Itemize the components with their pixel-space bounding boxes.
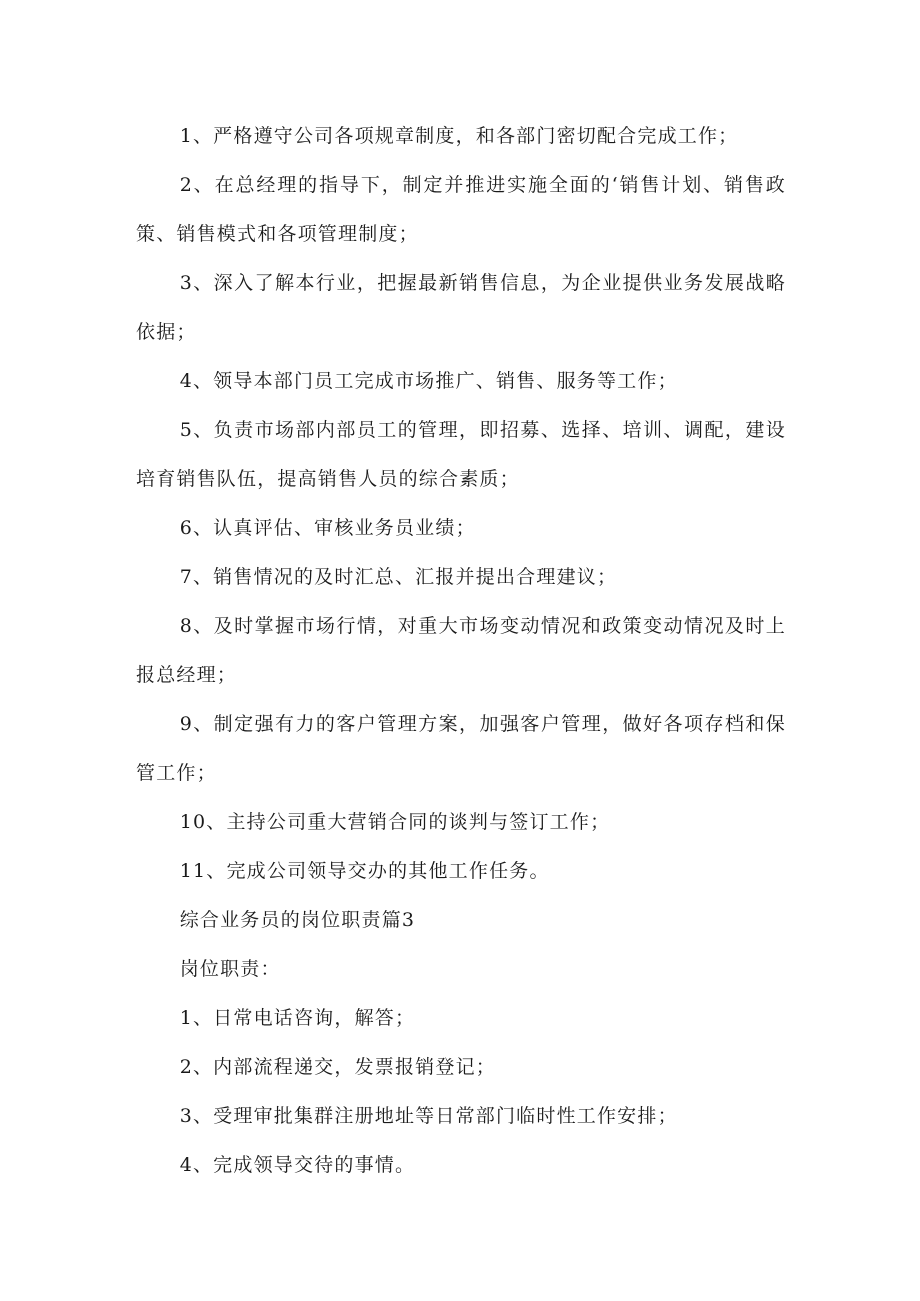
paragraph-duty-2: 2、在总经理的指导下，制定并推进实施全面的‘销售计划、销售政策、销售模式和各项管理制度； [136,174,786,245]
paragraph-post-duty-3: 3、受理审批集群注册地址等日常部门临时性工作安排； [179,1105,678,1127]
paragraph-duty-5: 5、负责市场部内部员工的管理，即招募、选择、培训、调配，建设培育销售队伍，提高销售人员的综合素质； [136,419,786,490]
paragraph-duty-6: 6、认真评估、审核业务员业绩； [179,517,476,539]
paragraph-post-duty-1: 1、日常电话咨询，解答； [179,1007,416,1029]
paragraph-duty-8: 8、及时掌握市场行情，对重大市场变动情况和政策变动情况及时上报总经理； [136,615,786,686]
paragraph-duty-10: 10、主持公司重大营销合同的谈判与签订工作； [179,811,611,833]
subsection-heading: 岗位职责： [179,958,281,980]
section-heading: 综合业务员的岗位职责篇3 [179,909,416,931]
document-body [136,112,786,1190]
paragraph-duty-9: 9、制定强有力的客户管理方案，加强客户管理，做好各项存档和保管工作； [136,713,786,784]
paragraph-duty-11: 11、完成公司领导交办的其他工作任务。 [179,860,550,882]
paragraph-post-duty-2: 2、内部流程递交，发票报销登记； [179,1056,496,1078]
paragraph-duty-7: 7、销售情况的及时汇总、汇报并提出合理建议； [179,566,618,588]
paragraph-duty-3: 3、深入了解本行业，把握最新销售信息，为企业提供业务发展战略依据； [136,272,786,343]
paragraph-duty-1: 1、严格遵守公司各项规章制度，和各部门密切配合完成工作； [179,125,739,147]
paragraph-duty-4: 4、领导本部门员工完成市场推广、销售、服务等工作； [179,370,678,392]
paragraph-post-duty-4: 4、完成领导交待的事情。 [179,1154,416,1176]
